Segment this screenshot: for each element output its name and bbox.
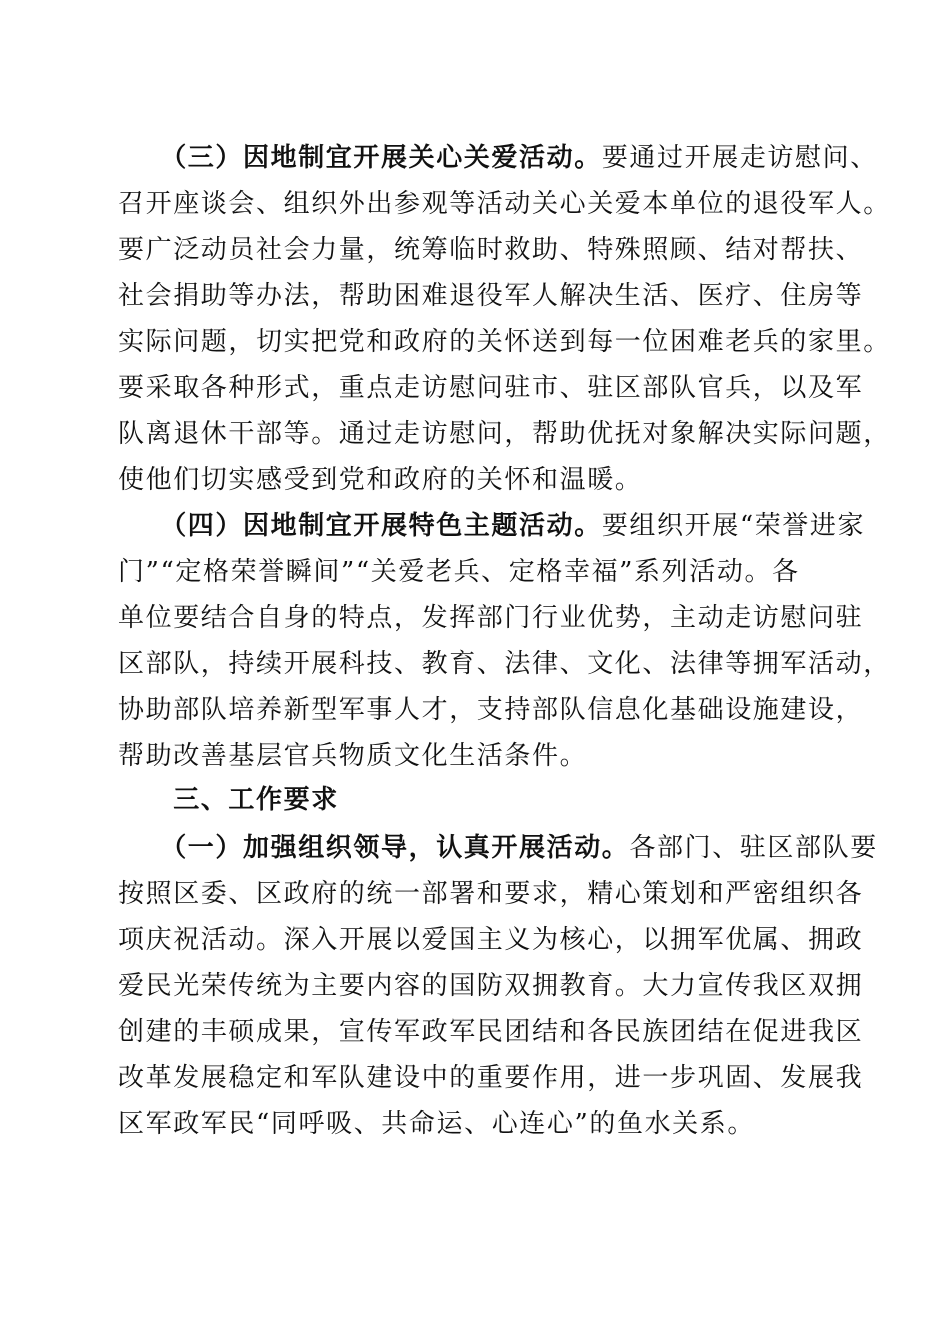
paragraph-line: 要采取各种形式，重点走访慰问驻市、驻区部队官兵，以及军	[118, 373, 864, 403]
paragraph-line: 区部队，持续开展科技、教育、法律、文化、法律等拥军活动，	[118, 649, 891, 679]
section-heading-text: 三、工作要求	[173, 785, 339, 815]
paragraph-line	[118, 830, 878, 866]
paragraph-line: 社会捐助等办法，帮助困难退役军人解决生活、医疗、住房等	[118, 281, 864, 311]
paragraph-line: 实际问题，切实把党和政府的关怀送到每一位困难老兵的家里。	[118, 327, 891, 357]
paragraph-line: 改革发展稳定和军队建设中的重要作用，进一步巩固、发展我	[118, 1063, 864, 1093]
paragraph-line: 帮助改善基层官兵物质文化生活条件。	[118, 741, 588, 771]
paragraph-text: 要组织开展“荣誉进家	[601, 511, 866, 541]
paragraph-line	[118, 140, 878, 176]
paragraph-heading: （一）加强组织领导，认真开展活动。	[173, 833, 630, 863]
section-heading	[118, 782, 838, 818]
paragraph-line: 要广泛动员社会力量，统筹临时救助、特殊照顾、结对帮扶、	[118, 235, 864, 265]
paragraph-text: 各部门、驻区部队要	[629, 833, 878, 863]
paragraph-line: 单位要结合自身的特点，发挥部门行业优势，主动走访慰问驻	[118, 603, 864, 633]
paragraph-line: 爱民光荣传统为主要内容的国防双拥教育。大力宣传我区双拥	[118, 971, 864, 1001]
paragraph-line	[118, 508, 866, 544]
paragraph-line: 召开座谈会、组织外出参观等活动关心关爱本单位的退役军人。	[118, 189, 891, 219]
paragraph-line: 使他们切实感受到党和政府的关怀和温暖。	[118, 465, 643, 495]
paragraph-line: 门”“定格荣誉瞬间”“关爱老兵、定格幸福”系列活动。各	[118, 557, 800, 587]
paragraph-line: 队离退休干部等。通过走访慰问，帮助优抚对象解决实际问题，	[118, 419, 891, 449]
paragraph-heading: （三）因地制宜开展关心关爱活动。	[173, 143, 602, 173]
paragraph-line: 按照区委、区政府的统一部署和要求，精心策划和严密组织各	[118, 879, 864, 909]
paragraph-line: 项庆祝活动。深入开展以爱国主义为核心，以拥军优属、拥政	[118, 925, 864, 955]
paragraph-line: 创建的丰硕成果，宣传军政军民团结和各民族团结在促进我区	[118, 1017, 864, 1047]
paragraph-line: 区军政军民“同呼吸、共命运、心连心”的鱼水关系。	[118, 1109, 755, 1139]
paragraph-line: 协助部队培养新型军事人才，支持部队信息化基础设施建设，	[118, 695, 864, 725]
paragraph-text: 要通过开展走访慰问、	[601, 143, 878, 173]
paragraph-heading: （四）因地制宜开展特色主题活动。	[173, 511, 602, 541]
